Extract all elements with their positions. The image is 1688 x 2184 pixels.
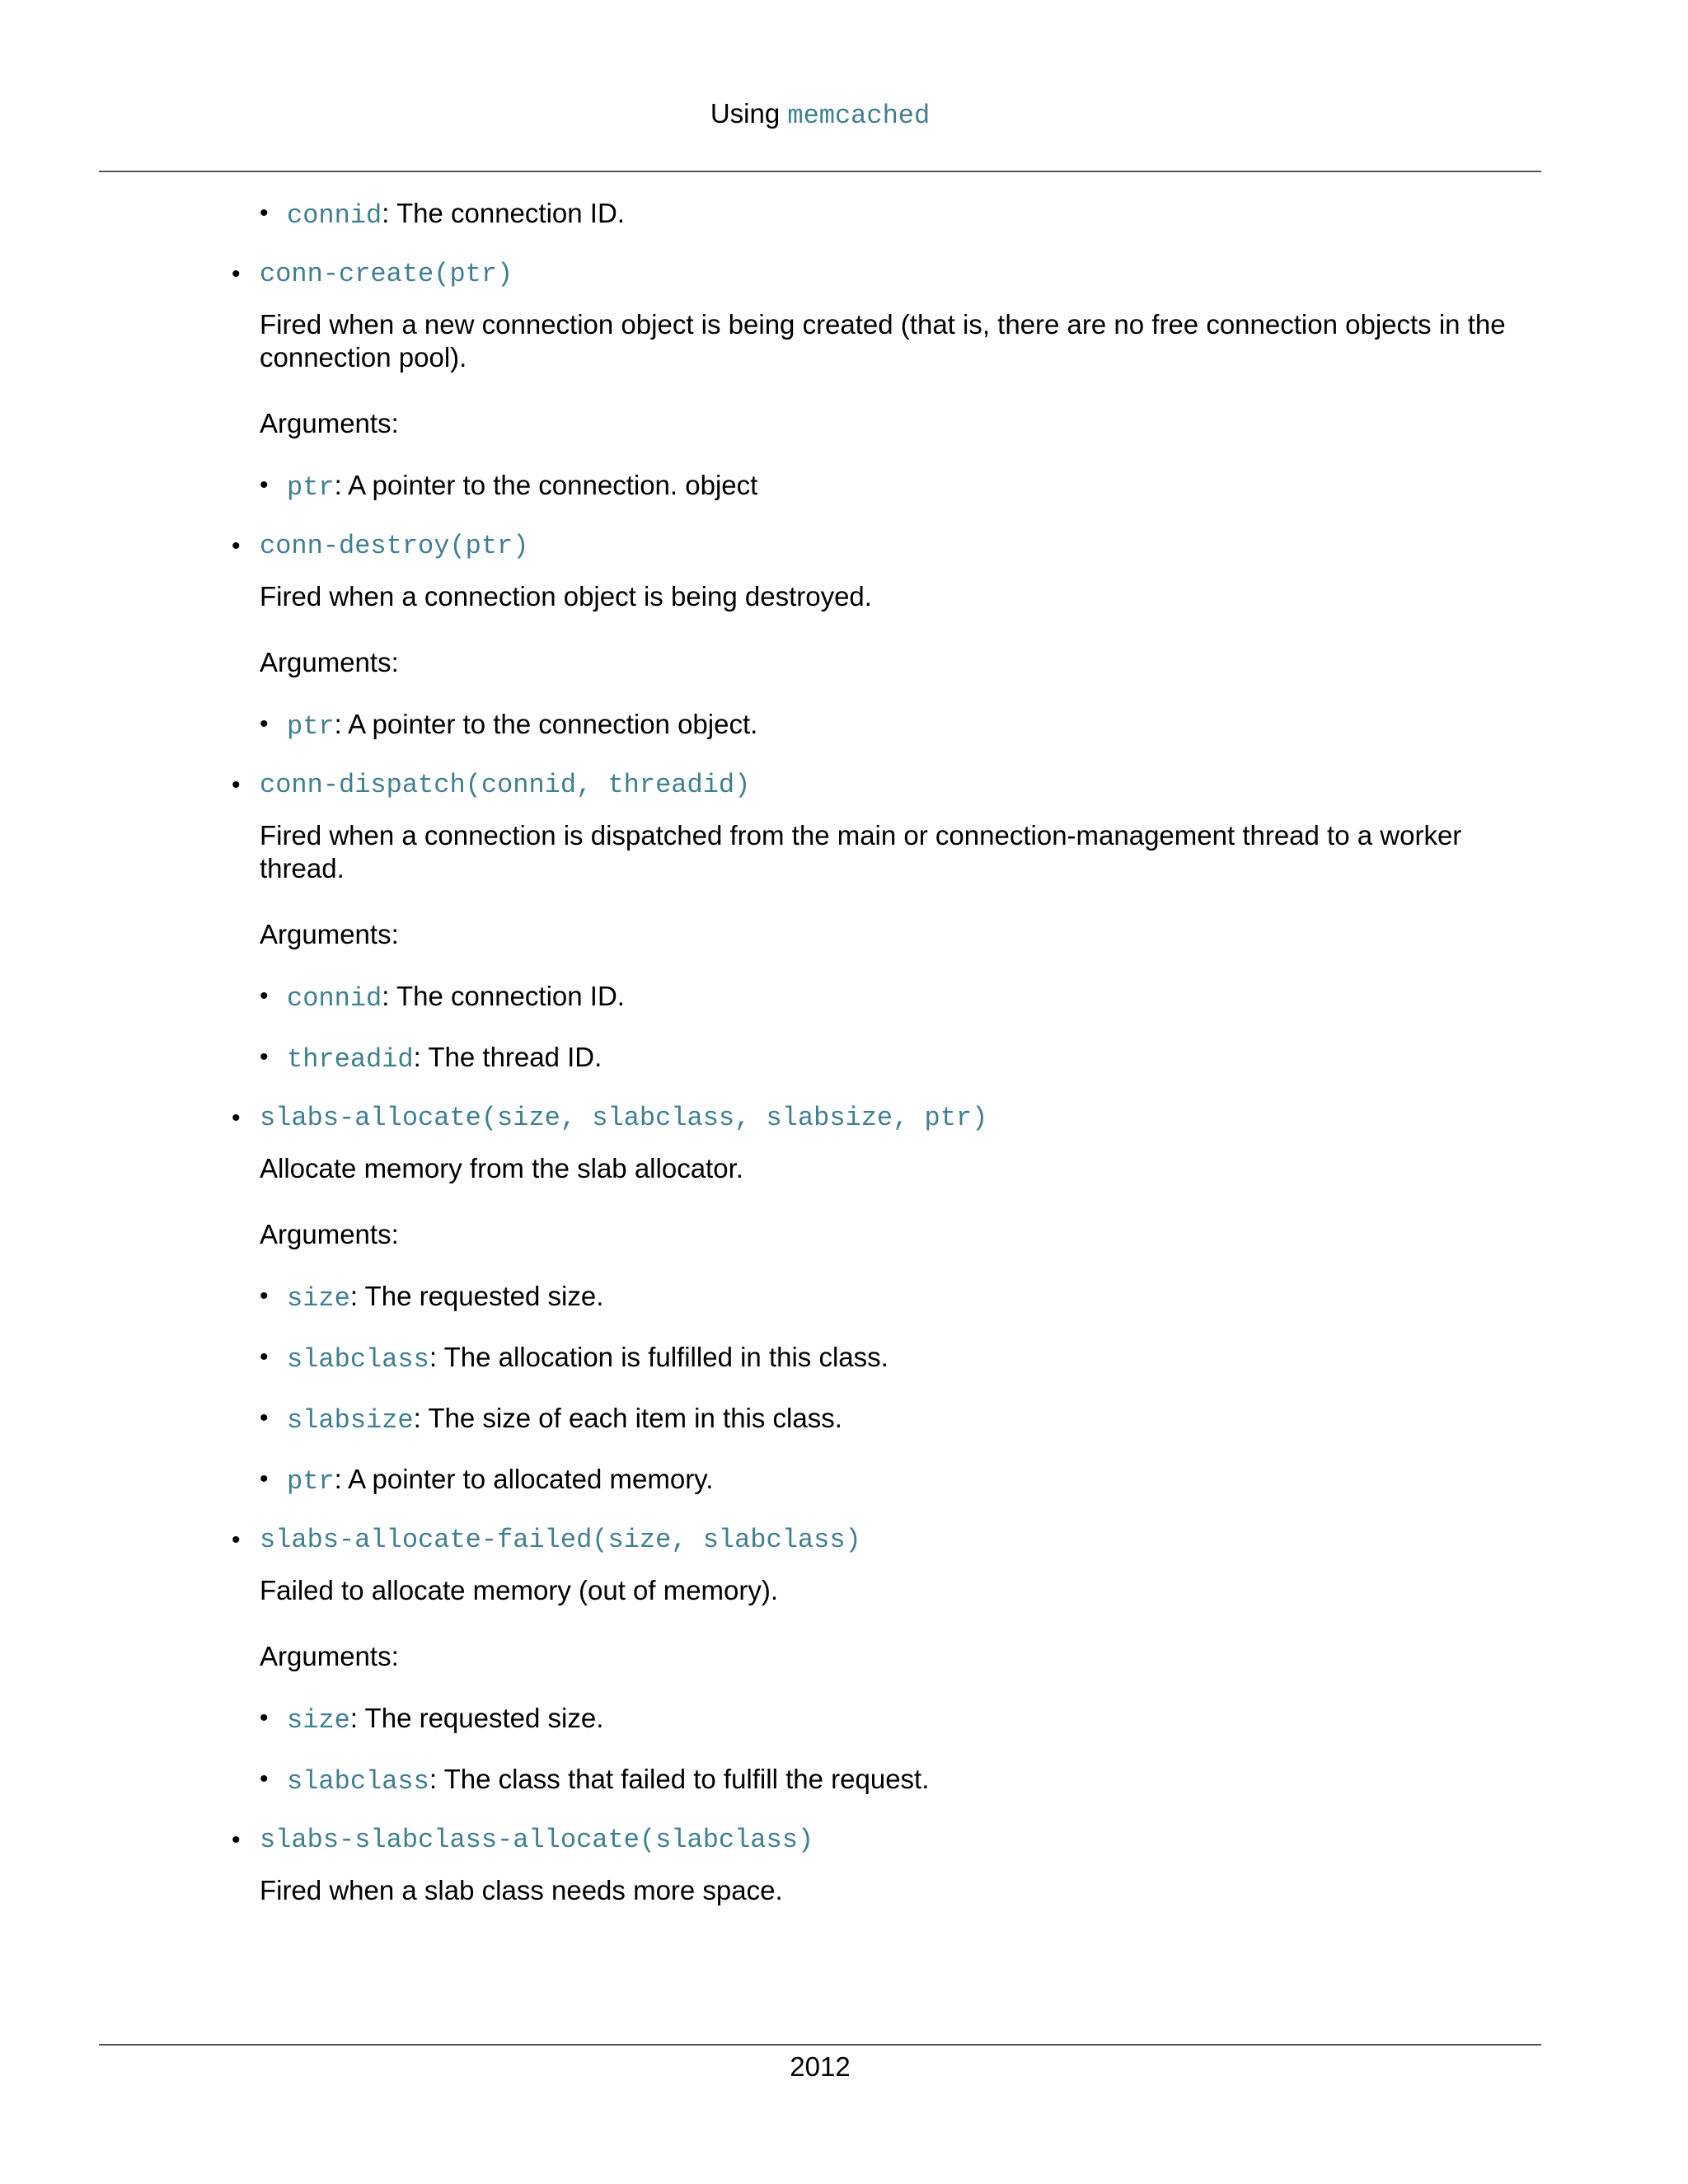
argument-description: : The requested size. [349, 1703, 604, 1733]
bullet-icon: • [232, 532, 241, 560]
header-title-code: memcached [787, 101, 931, 131]
bullet-icon: • [232, 260, 241, 288]
argument-item [260, 1452, 1688, 1507]
argument-name: connid [287, 200, 382, 231]
argument-name: slabclass [287, 1344, 429, 1375]
argument-item [260, 1391, 1688, 1446]
probe-signature: conn-destroy(ptr) [260, 531, 529, 561]
arguments-label: Arguments: [260, 647, 399, 677]
probe-description: Fired when a slab class needs more space. [260, 1875, 783, 1905]
argument-item [260, 697, 1688, 752]
arguments-label: Arguments: [260, 919, 399, 949]
probe-description: Fired when a connection object is being destroyed. [260, 581, 872, 612]
argument-description: : A pointer to allocated memory. [334, 1464, 714, 1494]
probe-item [232, 758, 1545, 885]
probe-description: Failed to allocate memory (out of memory). [260, 1575, 779, 1605]
bullet-icon: • [260, 1704, 269, 1732]
arguments-label: Arguments: [260, 1641, 399, 1671]
bullet-icon: • [232, 1826, 241, 1854]
argument-name: ptr [287, 711, 335, 742]
argument-description: : The thread ID. [413, 1042, 603, 1072]
argument-name: ptr [287, 472, 335, 503]
probe-description: Fired when a connection is dispatched from the main or connection-management thread to a worker thread. [260, 820, 1462, 883]
footer-rule [99, 2044, 1541, 2046]
probe-description: Allocate memory from the slab allocator. [260, 1153, 743, 1183]
argument-item [260, 1330, 1688, 1385]
argument-description: : The connection ID. [382, 981, 625, 1011]
argument-description: : A pointer to the connection. object [334, 470, 758, 500]
probe-item [232, 519, 1545, 613]
argument-description: : The requested size. [349, 1281, 604, 1311]
argument-item [260, 186, 1688, 241]
bullet-icon: • [260, 982, 269, 1010]
argument-description: : A pointer to the connection object. [334, 709, 758, 739]
probe-item [232, 1513, 1545, 1607]
header-rule [99, 171, 1541, 172]
argument-item [260, 1269, 1688, 1324]
argument-item [260, 1030, 1688, 1085]
arguments-label: Arguments: [260, 408, 399, 438]
bullet-icon: • [260, 1282, 269, 1310]
probe-item [232, 247, 1545, 374]
bullet-icon: • [232, 1526, 241, 1554]
argument-item [260, 969, 1688, 1024]
argument-name: slabsize [287, 1405, 414, 1436]
bullet-icon: • [260, 1343, 269, 1371]
bullet-icon: • [260, 1765, 269, 1793]
bullet-icon: • [260, 1465, 269, 1493]
page-header [0, 92, 1640, 138]
page-number: 2012 [790, 2051, 851, 2082]
argument-name: ptr [287, 1466, 335, 1497]
argument-item [260, 1691, 1688, 1746]
bullet-icon: • [232, 771, 241, 799]
arguments-label: Arguments: [260, 1219, 399, 1249]
probe-list [0, 186, 1688, 1940]
probe-signature: slabs-slabclass-allocate(slabclass) [260, 1825, 814, 1855]
argument-name: connid [287, 983, 382, 1014]
probe-signature: slabs-allocate(size, slabclass, slabsize, ptr) [260, 1103, 988, 1133]
argument-description: : The allocation is fulfilled in this class. [429, 1342, 889, 1372]
probe-description: Fired when a new connection object is being created (that is, there are no free connection objects in the connection pool). [260, 309, 1506, 373]
argument-name: size [287, 1705, 350, 1736]
argument-name: slabclass [287, 1766, 429, 1797]
probe-signature: conn-create(ptr) [260, 259, 513, 289]
argument-description: : The class that failed to fulfill the request. [429, 1764, 930, 1794]
argument-name: threadid [287, 1044, 414, 1075]
bullet-icon: • [260, 710, 269, 738]
argument-description: : The size of each item in this class. [413, 1403, 842, 1433]
bullet-icon: • [260, 1404, 269, 1432]
argument-name: size [287, 1283, 350, 1314]
probe-item [232, 1091, 1545, 1185]
bullet-icon: • [232, 1104, 241, 1132]
bullet-icon: • [260, 471, 269, 499]
header-title-prefix: Using [710, 98, 781, 129]
bullet-icon: • [260, 1043, 269, 1071]
argument-item [260, 458, 1688, 513]
probe-signature: conn-dispatch(connid, threadid) [260, 770, 751, 800]
probe-signature: slabs-allocate-failed(size, slabclass) [260, 1525, 861, 1555]
argument-item [260, 1752, 1688, 1807]
bullet-icon: • [260, 199, 269, 227]
probe-item [232, 1813, 1545, 1907]
argument-description: : The connection ID. [382, 198, 625, 228]
